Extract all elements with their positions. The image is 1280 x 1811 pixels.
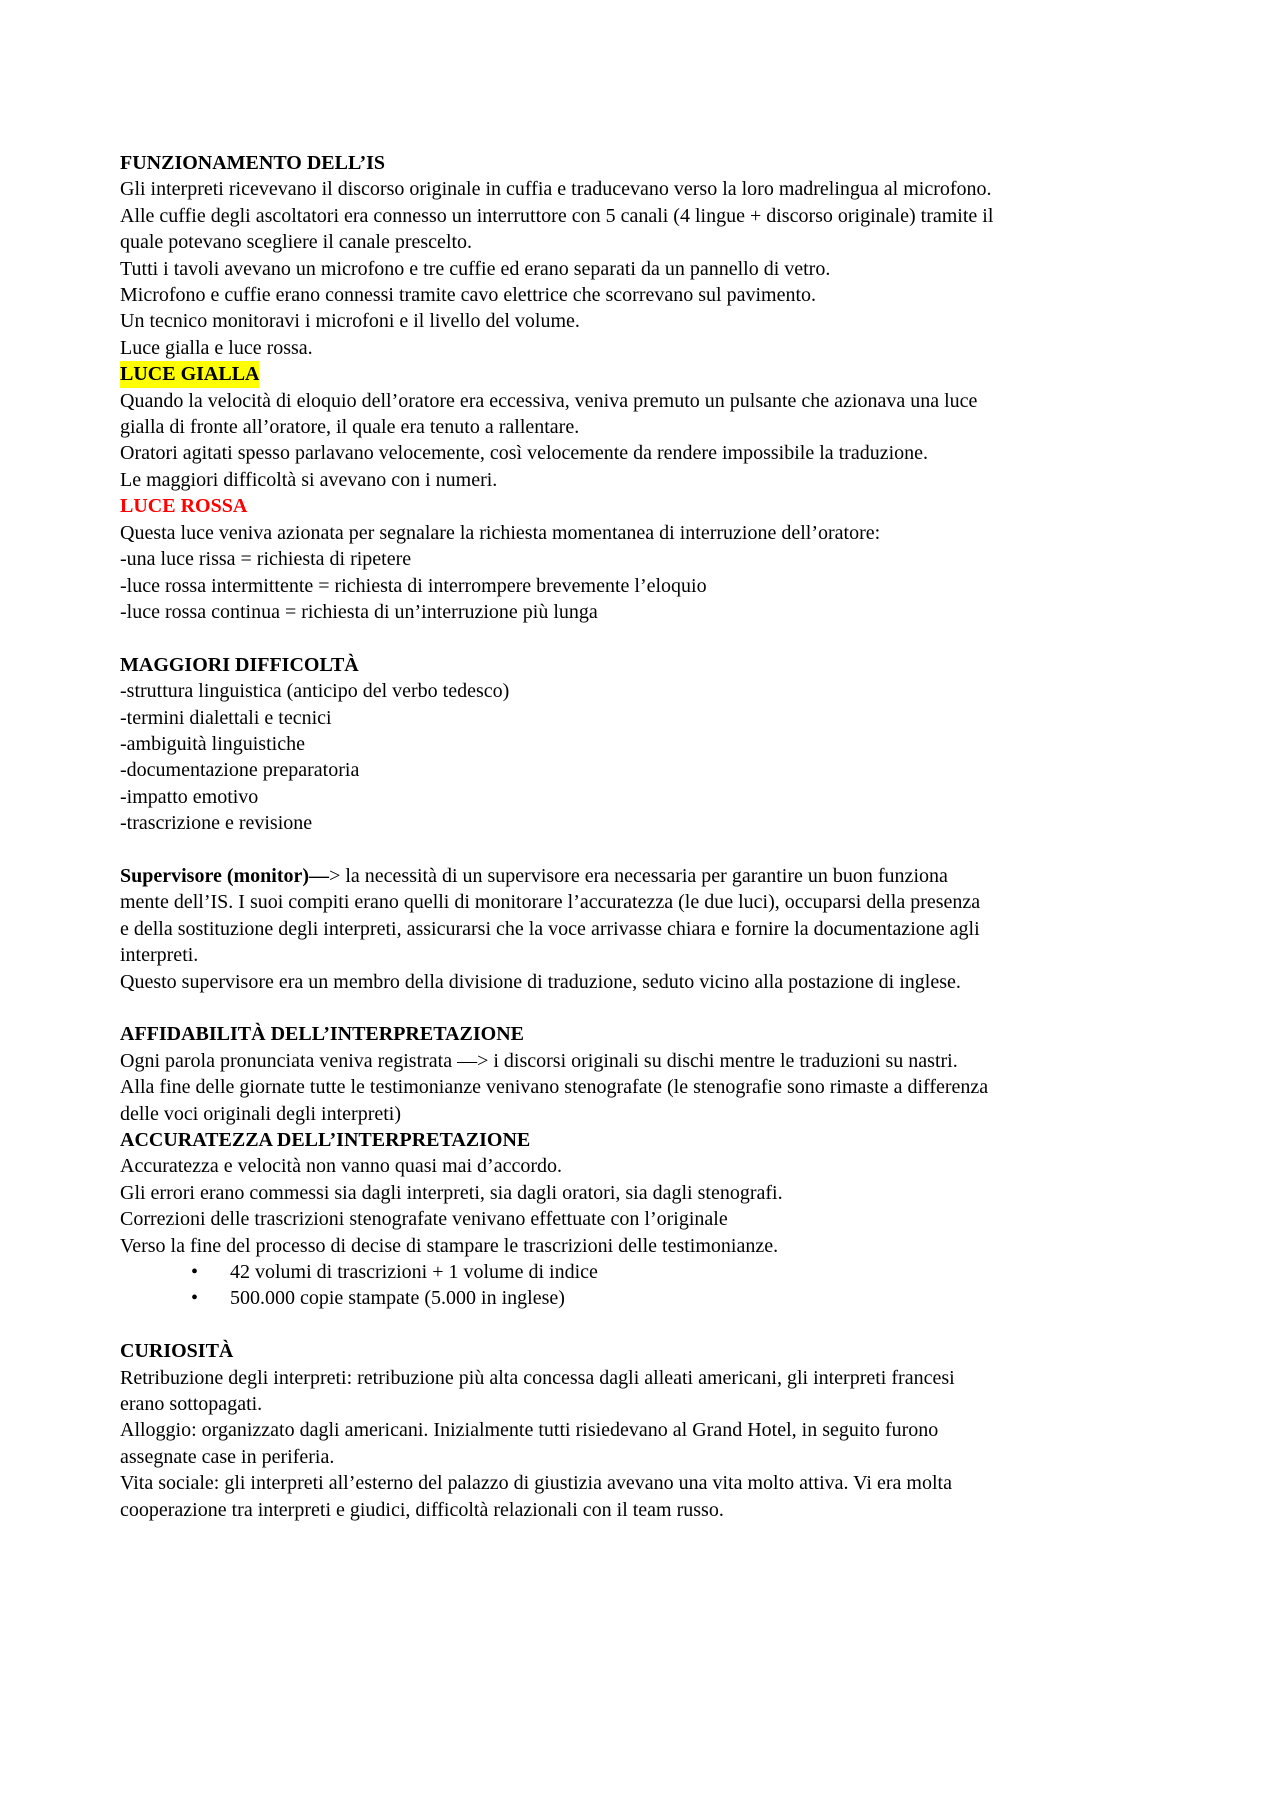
list-line: -struttura linguistica (anticipo del verbo tedesco) [120,680,510,703]
paragraph-line: Verso la fine del processo di decise di stampare le trascrizioni delle testimonianze. [120,1234,779,1257]
paragraph-line: Questa luce veniva azionata per segnalare la richiesta momentanea di interruzione dell’oratore: [120,521,881,544]
list-line: -impatto emotivo [120,785,259,808]
paragraph-line: interpreti. [120,944,199,967]
section-heading-difficolta: MAGGIORI DIFFICOLTÀ [120,653,359,676]
section-heading-affidabilita: AFFIDABILITÀ DELL’INTERPRETAZIONE [120,1023,524,1046]
list-line: -termini dialettali e tecnici [120,706,332,729]
list-line: -trascrizione e revisione [120,812,313,835]
supervisore-first-line [120,863,1170,889]
list-line: -una luce rissa = richiesta di ripetere [120,548,412,571]
paragraph-line: mente dell’IS. I suoi compiti erano quelli di monitorare l’accuratezza (le due luci), occuparsi della presenza [120,891,981,914]
supervisore-first-line-text: > la necessità di un supervisore era necessaria per garantire un buon funziona [329,864,948,887]
section-heading-luce-gialla: LUCE GIALLA [120,361,259,387]
document-page [120,150,1170,1523]
blank-line [120,1312,1170,1338]
paragraph-line: cooperazione tra interpreti e giudici, difficoltà relazionali con il team russo. [120,1498,724,1521]
paragraph-line: Luce gialla e luce rossa. [120,336,313,359]
bullet-icon: • [190,1261,198,1284]
paragraph-line: Un tecnico monitoravi i microfoni e il livello del volume. [120,310,580,333]
blank-line [120,837,1170,863]
paragraph-line: Gli interpreti ricevevano il discorso originale in cuffia e traducevano verso la loro madrelingua al microfono. [120,178,992,201]
paragraph-line: quale potevano scegliere il canale prescelto. [120,231,473,254]
section-heading-curiosita: CURIOSITÀ [120,1340,234,1363]
paragraph-line: Le maggiori difficoltà si avevano con i numeri. [120,468,498,491]
paragraph-line: Retribuzione degli interpreti: retribuzione più alta concessa dagli alleati americani, gli interpreti francesi [120,1366,955,1389]
paragraph-line: Tutti i tavoli avevano un microfono e tre cuffie ed erano separati da un pannello di vetro. [120,257,831,280]
paragraph-line: Gli errori erano commessi sia dagli interpreti, sia dagli oratori, sia dagli stenografi. [120,1181,783,1204]
paragraph-line: Questo supervisore era un membro della divisione di traduzione, seduto vicino alla postazione di inglese. [120,970,961,993]
supervisore-lead: Supervisore (monitor)— [120,864,330,887]
list-line: -documentazione preparatoria [120,759,360,782]
paragraph-line: erano sottopagati. [120,1393,263,1416]
paragraph-line: Accuratezza e velocità non vanno quasi mai d’accordo. [120,1155,563,1178]
bullet-item [120,1259,1170,1285]
paragraph-line: Alle cuffie degli ascoltatori era connesso un interruttore con 5 canali (4 lingue + discorso originale) tramite il [120,204,994,227]
paragraph-line: Vita sociale: gli interpreti all’esterno del palazzo di giustizia avevano una vita molto attiva. Vi era molta [120,1472,952,1495]
paragraph-line: Quando la velocità di eloquio dell’oratore era eccessiva, veniva premuto un pulsante che azionava una luce [120,389,978,412]
blank-line [120,625,1170,651]
paragraph-line: Correzioni delle trascrizioni stenografate venivano effettuate con l’originale [120,1208,728,1231]
paragraph-line: e della sostituzione degli interpreti, assicurarsi che la voce arrivasse chiara e fornire la documentazione agli [120,917,980,940]
bullet-item [120,1285,1170,1311]
paragraph-line: Oratori agitati spesso parlavano velocemente, così velocemente da rendere impossibile la traduzione. [120,442,929,465]
list-line: -ambiguità linguistiche [120,732,305,755]
list-line: -luce rossa continua = richiesta di un’interruzione più lunga [120,600,598,623]
bullet-text: 42 volumi di trascrizioni + 1 volume di indice [230,1261,598,1284]
bullet-icon: • [190,1287,198,1310]
paragraph-line: Ogni parola pronunciata veniva registrata —> i discorsi originali su dischi mentre le traduzioni su nastri. [120,1049,958,1072]
section-heading-accuratezza: ACCURATEZZA DELL’INTERPRETAZIONE [120,1128,531,1151]
paragraph-line: Alloggio: organizzato dagli americani. Inizialmente tutti risiedevano al Grand Hotel, in seguito furono [120,1419,939,1442]
paragraph-line: assegnate case in periferia. [120,1445,335,1468]
paragraph-line: Alla fine delle giornate tutte le testimonianze venivano stenografate (le stenografie sono rimaste a differenza [120,1076,989,1099]
paragraph-line: gialla di fronte all’oratore, il quale era tenuto a rallentare. [120,416,580,439]
blank-line [120,995,1170,1021]
section-heading-funzionamento: FUNZIONAMENTO DELL’IS [120,152,386,174]
section-heading-luce-rossa: LUCE ROSSA [120,495,248,518]
bullet-text: 500.000 copie stampate (5.000 in inglese) [230,1287,565,1310]
list-line: -luce rossa intermittente = richiesta di interrompere brevemente l’eloquio [120,574,707,597]
paragraph-line: Microfono e cuffie erano connessi tramite cavo elettrice che scorrevano sul pavimento. [120,284,817,307]
paragraph-line: delle voci originali degli interpreti) [120,1102,402,1125]
